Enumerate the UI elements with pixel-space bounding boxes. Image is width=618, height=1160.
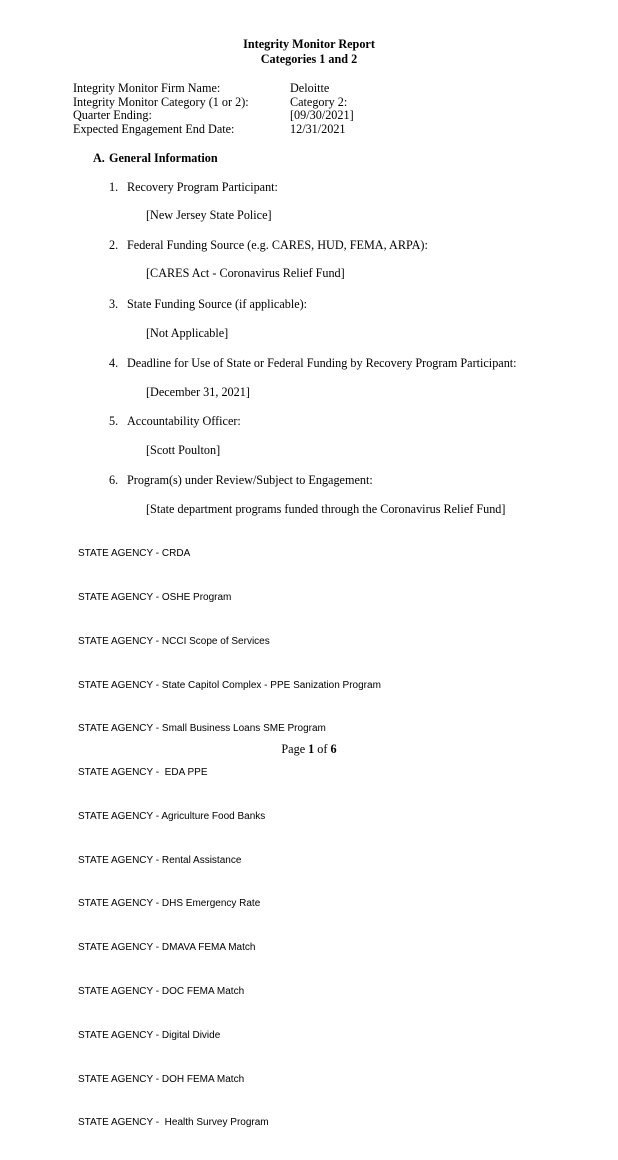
section-heading — [93, 151, 218, 166]
agency-list-item: STATE AGENCY - CRDA — [78, 548, 191, 560]
question-text: Accountability Officer: — [127, 414, 241, 428]
metadata-value: [09/30/2021] — [290, 108, 354, 123]
agency-list-item: STATE AGENCY - State Capitol Complex - PPE Sanization Program — [78, 679, 381, 691]
question-number: 2. — [109, 238, 119, 252]
question-item — [109, 473, 373, 488]
question-answer: [Scott Poulton] — [146, 443, 221, 457]
question-answer: [New Jersey State Police] — [146, 208, 272, 222]
question-answer: [Not Applicable] — [146, 326, 229, 340]
question-number: 6. — [109, 473, 119, 487]
metadata-value: Category 2: — [290, 94, 348, 109]
question-item — [109, 238, 428, 253]
metadata-value: 12/31/2021 — [290, 122, 346, 137]
question-text: Deadline for Use of State or Federal Funding by Recovery Program Participant: — [127, 356, 517, 370]
agency-list-item: STATE AGENCY - Digital Divide — [78, 1029, 221, 1041]
agency-list-item: STATE AGENCY - DHS Emergency Rate — [78, 898, 261, 910]
report-title-line1: Integrity Monitor Report — [243, 37, 375, 51]
page-label: Page — [281, 742, 306, 756]
metadata-label: Quarter Ending: — [73, 108, 152, 123]
agency-list-item: STATE AGENCY - Small Business Loans SME Program — [78, 723, 326, 735]
metadata-label: Integrity Monitor Firm Name: — [73, 81, 221, 95]
metadata-row — [73, 122, 346, 137]
page-footer — [0, 742, 618, 757]
agency-list-item: STATE AGENCY - OSHE Program — [78, 591, 232, 603]
agency-list-item: STATE AGENCY - Agriculture Food Banks — [78, 810, 266, 822]
total-page-count: 6 — [330, 742, 337, 756]
metadata-label: Integrity Monitor Category (1 or 2): — [73, 94, 249, 109]
question-text: State Funding Source (if applicable): — [127, 297, 308, 311]
report-title-line2: Categories 1 and 2 — [260, 52, 358, 66]
agency-list-item: STATE AGENCY - DMAVA FEMA Match — [78, 942, 256, 954]
question-item — [109, 297, 307, 312]
question-number: 5. — [109, 414, 119, 428]
question-answer: [State department programs funded through the Coronavirus Relief Fund] — [146, 502, 506, 516]
question-text: Program(s) under Review/Subject to Engagement: — [127, 473, 373, 487]
agency-list-item: STATE AGENCY - DOH FEMA Match — [78, 1073, 245, 1085]
agency-list-item: STATE AGENCY - DOC FEMA Match — [78, 986, 245, 997]
question-text: Federal Funding Source (e.g. CARES, HUD, FEMA, ARPA): — [127, 238, 428, 252]
question-number: 1. — [109, 180, 119, 194]
metadata-row — [73, 81, 330, 96]
question-item — [109, 414, 241, 429]
question-text: Recovery Program Participant: — [127, 180, 278, 194]
question-item — [109, 356, 517, 371]
agency-list-item: STATE AGENCY - Rental Assistance — [78, 854, 242, 866]
metadata-label: Expected Engagement End Date: — [73, 122, 235, 137]
metadata-value: Deloitte — [290, 81, 330, 95]
agency-list — [78, 518, 381, 1160]
agency-list-item: STATE AGENCY - Health Survey Program — [78, 1117, 269, 1129]
page-of-label: of — [317, 742, 328, 756]
question-answer: [CARES Act - Coronavirus Relief Fund] — [146, 266, 345, 280]
agency-list-item: STATE AGENCY - NCCI Scope of Services — [78, 635, 270, 647]
section-title: General Information — [109, 151, 218, 165]
metadata-row — [73, 108, 354, 123]
section-letter: A. — [93, 151, 105, 165]
metadata-row — [73, 94, 348, 110]
report-metadata — [73, 81, 354, 137]
current-page-number: 1 — [308, 742, 315, 756]
question-number: 3. — [109, 297, 119, 311]
question-number: 4. — [109, 356, 119, 370]
agency-list-item: STATE AGENCY - EDA PPE — [78, 767, 208, 779]
report-title — [0, 37, 618, 67]
question-answer: [December 31, 2021] — [146, 385, 250, 399]
question-item — [109, 180, 278, 195]
